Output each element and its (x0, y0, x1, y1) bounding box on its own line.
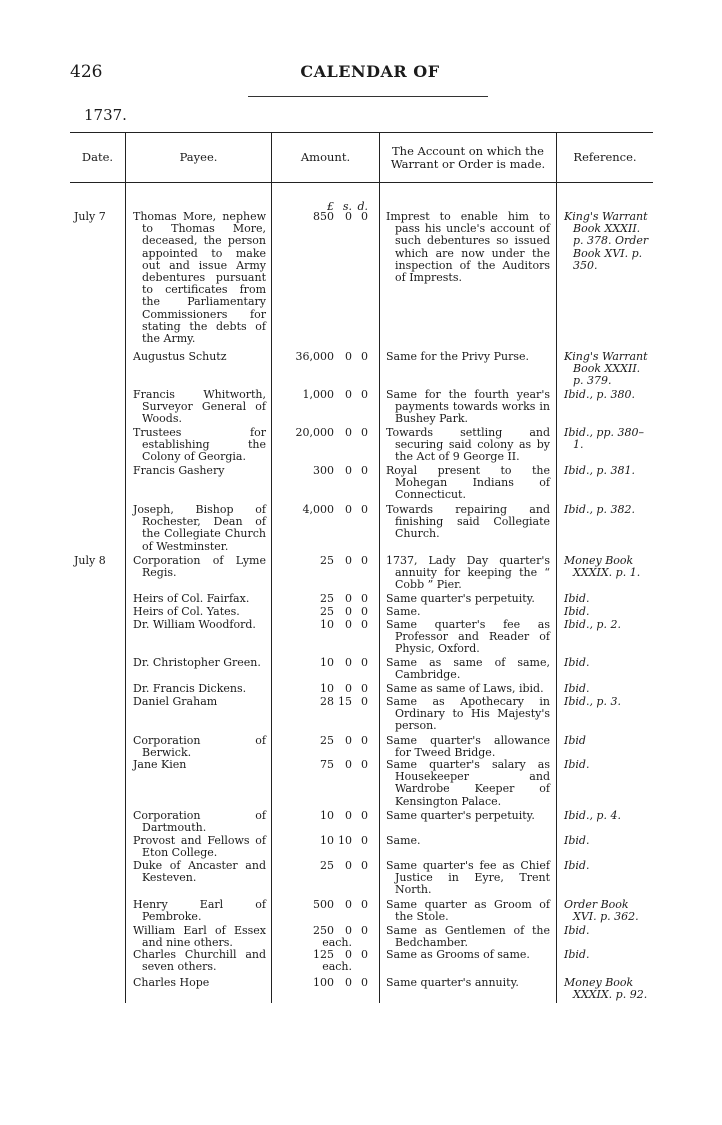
amount-shillings: 10 (338, 834, 352, 847)
entry-payee (133, 977, 266, 989)
entry-account (386, 619, 550, 656)
column-divider (556, 133, 557, 1003)
entry-reference-text: Ibid. (564, 682, 590, 695)
unit-pounds: £ (327, 200, 334, 213)
entry-account-text: Towards settling and securing said colony as by the Act of 9 George II. (386, 426, 550, 464)
header-date: Date. (81, 150, 114, 164)
amount-pence: 0 (361, 605, 368, 618)
amount-shillings: 0 (345, 976, 352, 989)
entry-reference (564, 593, 654, 605)
amount-shillings: 0 (345, 426, 352, 439)
entry-account (386, 735, 550, 759)
page-number: 426 (70, 62, 103, 82)
entry-payee-text: William Earl of Essex and nine others. (133, 924, 266, 950)
entry-payee (133, 619, 266, 631)
entry-account-text: Same. (386, 605, 421, 618)
title-rule (248, 96, 488, 97)
entry-amount (276, 211, 374, 223)
entry-payee (133, 211, 266, 345)
amount-shillings: 0 (345, 682, 352, 695)
entry-account-text: Same quarter's allowance for Tweed Bridge. (386, 734, 550, 760)
amount-shillings: 0 (345, 350, 352, 363)
amount-shillings: 0 (345, 554, 352, 567)
amount-pence: 0 (361, 210, 368, 223)
entry-payee (133, 925, 266, 949)
entry-payee-text: Francis Whitworth, Surveyor General of Woods. (133, 388, 266, 426)
entry-reference (564, 949, 654, 961)
amount-pounds: 300 (313, 464, 334, 477)
entry-account (386, 925, 550, 949)
entry-payee-text: Corporation of Dartmouth. (133, 809, 266, 835)
entry-account (386, 504, 550, 541)
entry-account (386, 810, 550, 822)
amount-line (276, 619, 374, 631)
amount-shillings: 15 (338, 695, 352, 708)
entry-reference-text: Ibid., p. 4. (564, 809, 621, 822)
entry-reference (564, 427, 654, 451)
amount-pence: 0 (361, 976, 368, 989)
entry-account (386, 949, 550, 961)
entry-amount (276, 949, 374, 973)
entry-reference (564, 389, 654, 401)
entry-account-text: Same quarter's fee as Professor and Reader of Physic, Oxford. (386, 618, 550, 656)
entry-amount (276, 504, 374, 516)
entry-reference (564, 211, 654, 272)
entry-reference (564, 504, 654, 516)
amount-pence: 0 (361, 592, 368, 605)
entry-account-text: Same for the fourth year's payments towards works in Bushey Park. (386, 388, 550, 426)
entry-account-text: Same as same of same, Cambridge. (386, 656, 550, 682)
entry-account (386, 211, 550, 284)
amount-pence: 0 (361, 426, 368, 439)
amount-line (276, 696, 374, 708)
amount-pence: 0 (361, 859, 368, 872)
entry-account (386, 555, 550, 592)
entry-account-text: Royal present to the Mohegan Indians of Connecticut. (386, 464, 550, 502)
amount-line (276, 657, 374, 669)
entry-amount (276, 810, 374, 822)
entry-payee (133, 899, 266, 923)
entry-reference-text: Order Book XVI. p. 362. (564, 898, 639, 924)
table-top-rule (70, 132, 653, 133)
entry-account (386, 759, 550, 808)
amount-pounds: 250 (313, 924, 334, 937)
entry-reference-text: Ibid. (564, 758, 590, 771)
amount-line (276, 810, 374, 822)
unit-pence: d. (357, 200, 368, 213)
amount-pounds: 25 (320, 734, 334, 747)
entry-reference-text: Ibid., p. 381. (564, 464, 635, 477)
entry-account (386, 899, 550, 923)
entry-payee-text: Heirs of Col. Yates. (133, 605, 240, 618)
entry-amount (276, 657, 374, 669)
amount-pounds: 100 (313, 976, 334, 989)
table-header-rule (70, 182, 653, 183)
entry-reference (564, 696, 654, 708)
amount-line (276, 860, 374, 872)
amount-line (276, 504, 374, 516)
amount-pounds: 1,000 (302, 388, 334, 401)
amount-pence: 0 (361, 464, 368, 477)
header-reference: Reference. (573, 150, 637, 164)
entry-amount (276, 465, 374, 477)
entry-amount (276, 619, 374, 631)
entry-account-text: Same as Apothecary in Ordinary to His Majesty's person. (386, 695, 550, 733)
entry-amount (276, 389, 374, 401)
entry-reference-text: Ibid. (564, 656, 590, 669)
amount-pounds: 500 (313, 898, 334, 911)
entry-account-text: Same as Grooms of same. (386, 948, 530, 961)
entry-reference-text: King's Warrant Book XXXII. p. 379. (564, 350, 648, 388)
amount-pounds: 25 (320, 592, 334, 605)
entry-reference (564, 925, 654, 937)
entry-account (386, 606, 550, 618)
amount-pounds: 10 (320, 656, 334, 669)
amount-line (276, 389, 374, 401)
entry-reference (564, 555, 654, 579)
entry-account-text: Imprest to enable him to pass his uncle's account of such debentures so issued which are now under the inspection of the Auditors of Imprests. (386, 210, 550, 285)
amount-pounds: 10 (320, 809, 334, 822)
column-divider (271, 133, 272, 1003)
amount-pounds: 36,000 (295, 350, 334, 363)
entry-account (386, 657, 550, 681)
amount-pounds: 20,000 (295, 426, 334, 439)
amount-shillings: 0 (345, 924, 352, 937)
amount-pence: 0 (361, 656, 368, 669)
amount-pence: 0 (361, 734, 368, 747)
entry-reference (564, 606, 654, 618)
header-account: The Account on which the Warrant or Order is made. (390, 143, 546, 171)
header-payee: Payee. (179, 150, 218, 164)
entry-reference (564, 860, 654, 872)
amount-line (276, 555, 374, 567)
entry-account-text: Same for the Privy Purse. (386, 350, 529, 363)
entry-amount (276, 593, 374, 605)
entry-amount (276, 925, 374, 949)
amount-pence: 0 (361, 809, 368, 822)
entry-amount (276, 683, 374, 695)
amount-pence: 0 (361, 695, 368, 708)
entry-payee-text: Provost and Fellows of Eton College. (133, 834, 266, 860)
amount-line (276, 351, 374, 363)
amount-pounds: 4,000 (302, 503, 334, 516)
amount-line (276, 427, 374, 439)
entry-account-text: 1737, Lady Day quarter's annuity for keeping the “ Cobb ” Pier. (386, 554, 550, 592)
entry-payee-text: Augustus Schutz (133, 350, 227, 363)
amount-line (276, 606, 374, 618)
amount-shillings: 0 (345, 618, 352, 631)
entry-payee-text: Thomas More, nephew to Thomas More, deceased, the person appointed to make out and issue Army debentures pursuant to certificates from the Parliamentary Commissioners for stating the debts of the Army. (133, 210, 266, 346)
amount-shillings: 0 (345, 758, 352, 771)
column-divider (379, 133, 380, 1003)
entry-payee-text: Heirs of Col. Fairfax. (133, 592, 250, 605)
amount-line (276, 759, 374, 771)
entry-reference (564, 899, 654, 923)
entry-reference-text: Ibid., pp. 380–1. (564, 426, 645, 452)
amount-pence: 0 (361, 834, 368, 847)
amount-pence: 0 (361, 948, 368, 961)
entry-date: July 7 (74, 210, 106, 223)
entry-account (386, 696, 550, 733)
amount-each: each. (322, 936, 352, 950)
entry-account (386, 593, 550, 605)
amount-shillings: 0 (345, 388, 352, 401)
entry-amount (276, 555, 374, 567)
entry-payee (133, 860, 266, 884)
entry-date: July 8 (74, 554, 106, 567)
entry-payee (133, 504, 266, 553)
amount-pence: 0 (361, 618, 368, 631)
amount-line (276, 683, 374, 695)
entry-payee-text: Joseph, Bishop of Rochester, Dean of the Collegiate Church of Westminster. (133, 503, 266, 553)
entry-reference-text: Money Book XXXIX. p. 92. (564, 976, 648, 1002)
amount-shillings: 0 (345, 948, 352, 961)
entry-payee-text: Charles Churchill and seven others. (133, 948, 266, 974)
running-title: CALENDAR OF (300, 62, 440, 81)
entry-reference-text: King's Warrant Book XXXII. p. 378. Order Book XVI. p. 350. (564, 210, 649, 272)
amount-pence: 0 (361, 898, 368, 911)
entry-account (386, 465, 550, 502)
amount-pence: 0 (361, 554, 368, 567)
amount-pounds: 25 (320, 859, 334, 872)
entry-payee (133, 949, 266, 973)
entry-account-text: Same. (386, 834, 421, 847)
header-amount: Amount. (300, 150, 351, 164)
entry-amount (276, 606, 374, 618)
entry-reference-text: Ibid., p. 2. (564, 618, 621, 631)
entry-payee-text: Henry Earl of Pembroke. (133, 898, 266, 924)
amount-pence: 0 (361, 503, 368, 516)
amount-shillings: 0 (345, 734, 352, 747)
entry-amount (276, 977, 374, 989)
amount-line (276, 735, 374, 747)
entry-payee-text: Trustees for establishing the Colony of Georgia. (133, 426, 266, 464)
amount-line (276, 593, 374, 605)
amount-pounds: 10 (320, 682, 334, 695)
amount-pounds: 25 (320, 605, 334, 618)
entry-account-text: Towards repairing and finishing said Collegiate Church. (386, 503, 550, 541)
entry-account-text: Same quarter's perpetuity. (386, 592, 535, 605)
amount-shillings: 0 (345, 592, 352, 605)
amount-each: each. (322, 960, 352, 974)
amount-pounds: 850 (313, 210, 334, 223)
amount-pounds: 10 (320, 618, 334, 631)
entry-payee (133, 351, 266, 363)
entry-reference (564, 759, 654, 771)
entry-account-text: Same as same of Laws, ibid. (386, 682, 544, 695)
year-label: 1737. (84, 106, 127, 124)
entry-amount (276, 696, 374, 708)
amount-shillings: 0 (345, 464, 352, 477)
entry-payee-text: Jane Kien (133, 758, 187, 771)
amount-shillings: 0 (345, 898, 352, 911)
entry-payee-text: Daniel Graham (133, 695, 218, 708)
entry-amount (276, 427, 374, 439)
entry-account (386, 389, 550, 426)
amount-pounds: 10 (320, 834, 334, 847)
entry-reference (564, 465, 654, 477)
amount-pence: 0 (361, 350, 368, 363)
entry-payee-text: Dr. Christopher Green. (133, 656, 261, 669)
amount-pounds: 75 (320, 758, 334, 771)
entry-reference-text: Ibid. (564, 592, 590, 605)
entry-reference-text: Ibid., p. 382. (564, 503, 635, 516)
amount-pence: 0 (361, 682, 368, 695)
entry-amount (276, 899, 374, 911)
entry-payee (133, 657, 266, 669)
entry-payee-text: Charles Hope (133, 976, 210, 989)
entry-reference-text: Ibid (564, 734, 586, 747)
entry-reference-text: Ibid. (564, 948, 590, 961)
entry-reference (564, 735, 654, 747)
entry-reference-text: Ibid., p. 3. (564, 695, 621, 708)
entry-account (386, 683, 550, 695)
entry-amount (276, 860, 374, 872)
amount-pounds: 125 (313, 948, 334, 961)
amount-line (276, 465, 374, 477)
entry-reference (564, 351, 654, 388)
column-divider (125, 133, 126, 1003)
entry-payee (133, 835, 266, 859)
entry-reference (564, 657, 654, 669)
entry-account (386, 860, 550, 897)
amount-line (276, 899, 374, 911)
entry-payee (133, 683, 266, 695)
entry-reference-text: Ibid. (564, 605, 590, 618)
entry-account (386, 835, 550, 847)
entry-account-text: Same quarter's fee as Chief Justice in Eyre, Trent North. (386, 859, 550, 897)
amount-pounds: 25 (320, 554, 334, 567)
entry-reference-text: Ibid., p. 380. (564, 388, 635, 401)
amount-line (276, 835, 374, 847)
amount-shillings: 0 (345, 210, 352, 223)
entry-reference-text: Ibid. (564, 834, 590, 847)
entry-account-text: Same quarter as Groom of the Stole. (386, 898, 550, 924)
entry-payee (133, 759, 266, 771)
amount-shillings: 0 (345, 859, 352, 872)
entry-payee (133, 593, 266, 605)
entry-payee-text: Corporation of Berwick. (133, 734, 266, 760)
amount-shillings: 0 (345, 656, 352, 669)
entry-payee-text: Dr. William Woodford. (133, 618, 256, 631)
amount-shillings: 0 (345, 503, 352, 516)
entry-reference (564, 977, 654, 1001)
entry-reference (564, 683, 654, 695)
entry-payee (133, 427, 266, 464)
entry-payee (133, 735, 266, 759)
entry-account (386, 427, 550, 464)
entry-payee (133, 606, 266, 618)
entry-reference-text: Money Book XXXIX. p. 1. (564, 554, 641, 580)
entry-account (386, 977, 550, 989)
entry-payee-text: Dr. Francis Dickens. (133, 682, 247, 695)
amount-line (276, 211, 374, 223)
entry-payee (133, 465, 266, 477)
entry-account-text: Same quarter's salary as Housekeeper and Wardrobe Keeper of Kensington Palace. (386, 758, 550, 808)
entry-reference-text: Ibid. (564, 859, 590, 872)
entry-reference (564, 619, 654, 631)
entry-account (386, 351, 550, 363)
unit-shillings: s. (342, 200, 352, 213)
entry-reference (564, 810, 654, 822)
amount-line (276, 977, 374, 989)
entry-amount (276, 351, 374, 363)
entry-payee (133, 389, 266, 426)
entry-payee-text: Duke of Ancaster and Kesteven. (133, 859, 266, 885)
amount-pence: 0 (361, 388, 368, 401)
entry-amount (276, 759, 374, 771)
entry-payee-text: Corporation of Lyme Regis. (133, 554, 266, 580)
entry-payee (133, 696, 266, 708)
amount-pence: 0 (361, 924, 368, 937)
amount-shillings: 0 (345, 605, 352, 618)
entry-account-text: Same quarter's annuity. (386, 976, 519, 989)
amount-pounds: 28 (320, 695, 334, 708)
entry-account-text: Same quarter's perpetuity. (386, 809, 535, 822)
entry-payee (133, 810, 266, 834)
amount-shillings: 0 (345, 809, 352, 822)
amount-pence: 0 (361, 758, 368, 771)
entry-amount (276, 735, 374, 747)
entry-payee (133, 555, 266, 579)
entry-reference (564, 835, 654, 847)
entry-payee-text: Francis Gashery (133, 464, 225, 477)
entry-account-text: Same as Gentlemen of the Bedchamber. (386, 924, 550, 950)
entry-amount (276, 835, 374, 847)
entry-reference-text: Ibid. (564, 924, 590, 937)
